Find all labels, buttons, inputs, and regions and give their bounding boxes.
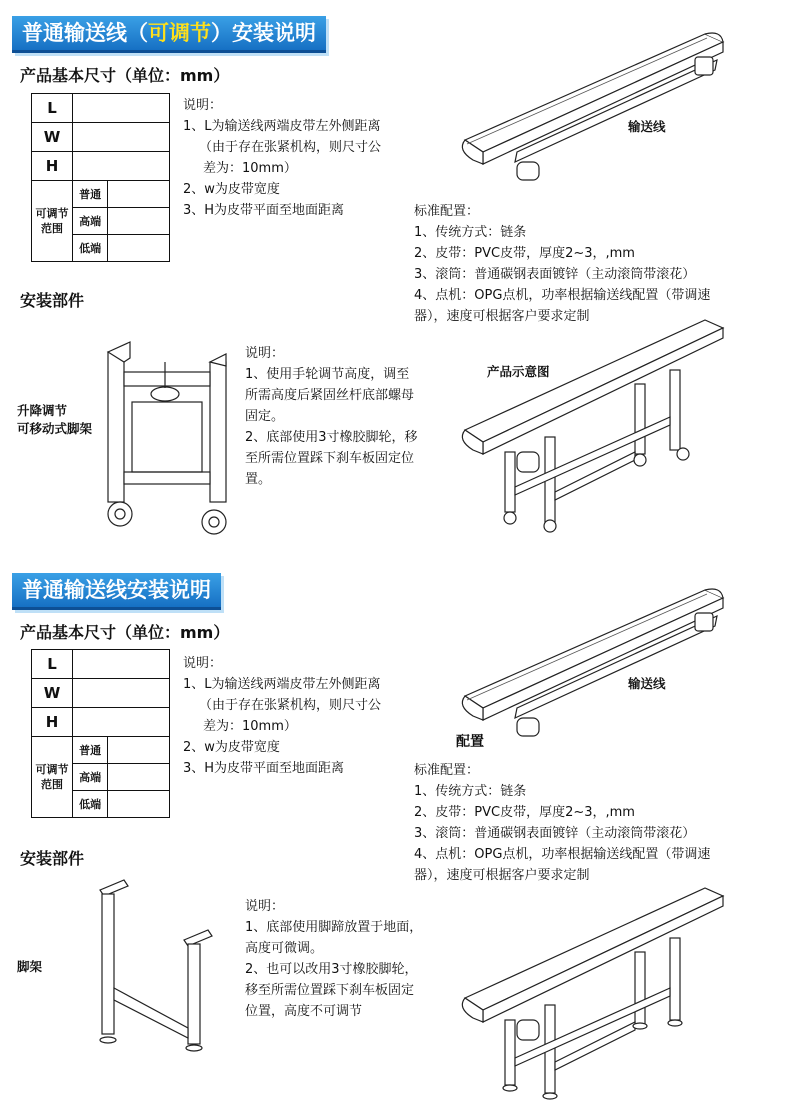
- fixed-stand-drawing: [90, 878, 230, 1053]
- adj-normal-value: [108, 181, 170, 208]
- stand-notes-title: 说明：: [245, 899, 285, 914]
- standard-line: 器），速度可根据客户要求定制: [414, 309, 590, 324]
- banner-text: 普通输送线（: [22, 21, 148, 45]
- standard-line: 4、点机：OPG点机，功率根据输送线配置（带调速: [414, 288, 711, 303]
- stand-label: 脚架: [17, 959, 43, 974]
- dim-value-l: [73, 650, 170, 679]
- adj-low-label: 低端: [73, 235, 108, 262]
- stand-note-line: 置。: [245, 472, 272, 487]
- stand-label-line: 升降调节: [17, 403, 68, 418]
- dim-value-l: [73, 94, 170, 123]
- adj-high-value: [108, 208, 170, 235]
- note-line: 3、H为皮带平面至地面距离: [183, 761, 345, 776]
- notes: [183, 653, 381, 779]
- product-demo-drawing: [455, 312, 745, 537]
- section2-banner: [12, 573, 221, 610]
- standard-title: 标准配置：: [414, 204, 480, 219]
- dim-label-h: H: [32, 708, 73, 737]
- section1-banner: [12, 16, 326, 53]
- dims-title: 产品基本尺寸（单位：mm）: [20, 66, 230, 85]
- banner-text: 普通输送线安装说明: [22, 578, 211, 602]
- dim-label-w: W: [32, 679, 73, 708]
- dim-value-h: [73, 708, 170, 737]
- standard-line: 4、点机：OPG点机，功率根据输送线配置（带调速: [414, 847, 711, 862]
- conveyor-label: 输送线: [628, 119, 666, 134]
- notes: [183, 95, 381, 221]
- conveyor-drawing: [455, 12, 735, 187]
- adjustable-stand-drawing: [100, 332, 235, 542]
- notes-title: 说明：: [183, 656, 223, 671]
- standard-line: 2、皮带：PVC皮带，厚度2~3，,mm: [414, 805, 635, 820]
- adj-high-value: [108, 764, 170, 791]
- note-line: 差为：10mm）: [203, 719, 297, 734]
- standard-line: 2、皮带：PVC皮带，厚度2~3，,mm: [414, 246, 635, 261]
- conveyor-drawing: [455, 568, 735, 743]
- adj-normal-label: 普通: [73, 181, 108, 208]
- dim-value-w: [73, 679, 170, 708]
- stand-notes-title: 说明：: [245, 346, 285, 361]
- stand-note-line: 2、底部使用3寸橡胶脚轮，移: [245, 430, 418, 445]
- note-line: （由于存在张紧机构，则尺寸公: [199, 698, 382, 713]
- stand-label: [17, 402, 92, 438]
- adj-high-label: 高端: [73, 764, 108, 791]
- note-line: 1、L为输送线两端皮带左外侧距离: [183, 677, 381, 692]
- stand-notes: [245, 343, 418, 490]
- adj-low-value: [108, 235, 170, 262]
- note-line: （由于存在张紧机构，则尺寸公: [199, 140, 382, 155]
- standard-title: 标准配置：: [414, 763, 480, 778]
- dim-label-h: H: [32, 152, 73, 181]
- standard-config: [414, 760, 710, 886]
- standard-config: [414, 201, 710, 327]
- adj-range-text: 可调节 范围: [35, 763, 69, 791]
- notes-title: 说明：: [183, 98, 223, 113]
- stand-note-line: 2、也可以改用3寸橡胶脚轮，: [245, 962, 418, 977]
- adj-normal-label: 普通: [73, 737, 108, 764]
- adj-low-value: [108, 791, 170, 818]
- stand-note-line: 固定。: [245, 409, 285, 424]
- dim-value-h: [73, 152, 170, 181]
- standard-line: 器），速度可根据客户要求定制: [414, 868, 590, 883]
- dim-label-w: W: [32, 123, 73, 152]
- stand-note-line: 高度可微调。: [245, 941, 324, 956]
- stand-notes: [245, 896, 422, 1022]
- banner-highlight: 可调节: [148, 21, 211, 45]
- dim-label-l: L: [32, 650, 73, 679]
- dim-label-l: L: [32, 94, 73, 123]
- adj-range-text: 可调节 范围: [35, 207, 69, 235]
- standard-line: 1、传统方式：链条: [414, 784, 527, 799]
- note-line: 1、L为输送线两端皮带左外侧距离: [183, 119, 381, 134]
- stand-note-line: 所需高度后紧固丝杆底部螺母: [245, 388, 415, 403]
- note-line: 2、w为皮带宽度: [183, 182, 280, 197]
- conveyor-label: 输送线: [628, 676, 666, 691]
- dims-table: [31, 649, 170, 818]
- stand-label-line: 可移动式脚架: [17, 421, 93, 436]
- note-line: 2、w为皮带宽度: [183, 740, 280, 755]
- note-line: 差为：10mm）: [203, 161, 297, 176]
- install-title: 安装部件: [20, 291, 85, 310]
- standard-line: 3、滚筒：普通碳钢表面镀锌（主动滚筒带滚花）: [414, 267, 696, 282]
- stand-note-line: 1、底部使用脚蹄放置于地面，: [245, 920, 423, 935]
- install-title: 安装部件: [20, 849, 85, 868]
- adj-normal-value: [108, 737, 170, 764]
- banner-text-end: ）安装说明: [211, 21, 316, 45]
- adj-low-label: 低端: [73, 791, 108, 818]
- stand-note-line: 移至所需位置踩下刹车板固定: [245, 983, 415, 998]
- adj-range-label: [32, 181, 73, 262]
- dims-table: [31, 93, 170, 262]
- config-label: 配置: [456, 734, 484, 750]
- stand-note-line: 位置，高度不可调节: [245, 1004, 363, 1019]
- dims-title: 产品基本尺寸（单位：mm）: [20, 623, 230, 642]
- demo-label: 产品示意图: [487, 364, 550, 379]
- product-demo-drawing: [455, 880, 745, 1105]
- standard-line: 3、滚筒：普通碳钢表面镀锌（主动滚筒带滚花）: [414, 826, 696, 841]
- standard-line: 1、传统方式：链条: [414, 225, 527, 240]
- stand-note-line: 至所需位置踩下刹车板固定位: [245, 451, 415, 466]
- adj-high-label: 高端: [73, 208, 108, 235]
- adj-range-label: [32, 737, 73, 818]
- dim-value-w: [73, 123, 170, 152]
- note-line: 3、H为皮带平面至地面距离: [183, 203, 345, 218]
- stand-note-line: 1、使用手轮调节高度，调至: [245, 367, 410, 382]
